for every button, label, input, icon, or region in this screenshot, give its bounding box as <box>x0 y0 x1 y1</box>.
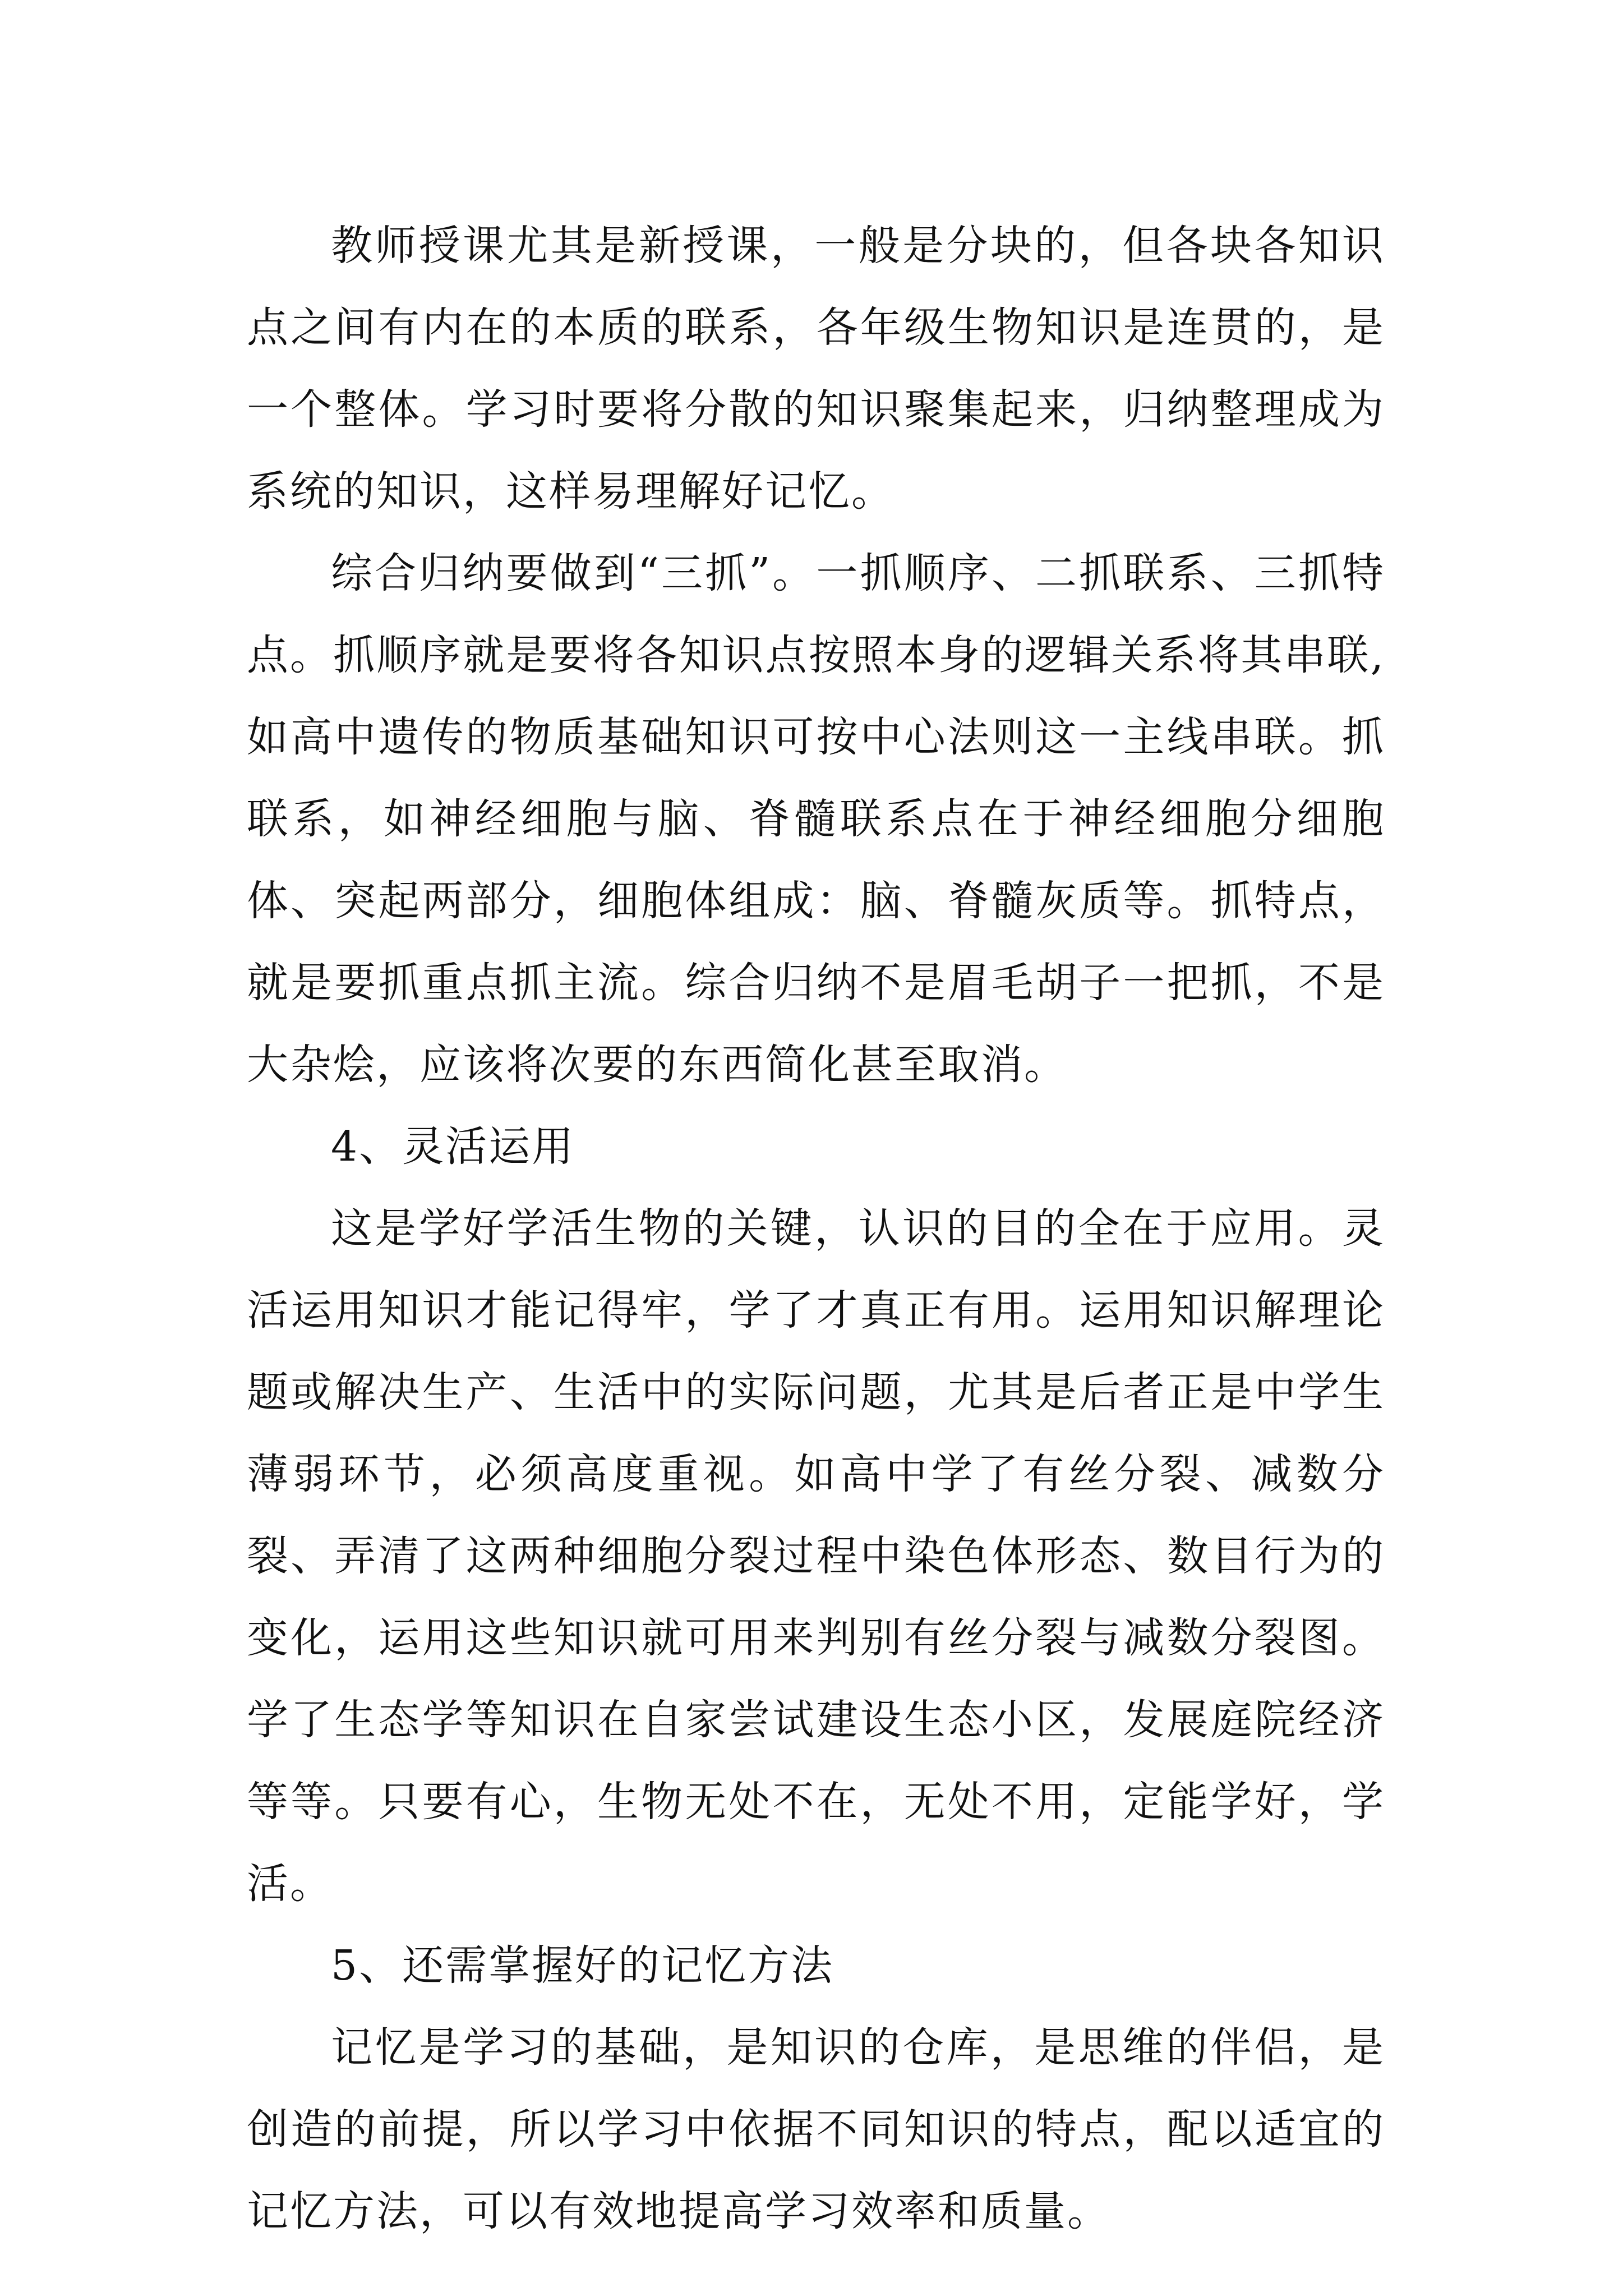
paragraph-teaching-blocks: 教师授课尤其是新授课，一般是分块的，但各块各知识点之间有内在的本质的联系，各年级生物知识是连贯的，是一个整体。学习时要将分散的知识聚集起来，归纳整理成为系统的知识，这样易理解好记忆。 <box>247 222 1385 516</box>
paragraph-flexible-use: 这是学好学活生物的关键，认识的目的全在于应用。灵活运用知识才能记得牢，学了才真正有用。运用知识解理论题或解决生产、生活中的实际问题，尤其是后者正是中学生薄弱环节，必须高度重视。如高中学了有丝分裂、减数分裂、弄清了这两种细胞分裂过程中染色体形态、数目行为的变化，运用这些知识就可用来判别有丝分裂与减数分裂图。学了生态学等知识在自家尝试建设生态小区，发展庭院经济等等。只要有心，生物无处不在，无处不用，定能学好，学活。 <box>247 1204 1385 1908</box>
document-body <box>247 205 1385 2252</box>
section-heading-flexible-use: 4、灵活运用 <box>331 1122 575 1171</box>
paragraph-memory-methods: 记忆是学习的基础，是知识的仓库，是思维的伴侣，是创造的前提，所以学习中依据不同知识的特点，配以适宜的记忆方法，可以有效地提高学习效率和质量。 <box>247 2023 1385 2235</box>
paragraph-summary-three-grasps: 综合归纳要做到“三抓”。一抓顺序、二抓联系、三抓特点。抓顺序就是要将各知识点按照本身的逻辑关系将其串联,如高中遗传的物质基础知识可按中心法则这一主线串联。抓联系，如神经细胞与脑、脊髓联系点在于神经细胞分细胞体、突起两部分，细胞体组成：脑、脊髓灰质等。抓特点，就是要抓重点抓主流。综合归纳不是眉毛胡子一把抓，不是大杂烩，应该将次要的东西简化甚至取消。 <box>247 549 1385 1089</box>
section-heading-memory-methods: 5、还需掌握好的记忆方法 <box>331 1941 834 1990</box>
